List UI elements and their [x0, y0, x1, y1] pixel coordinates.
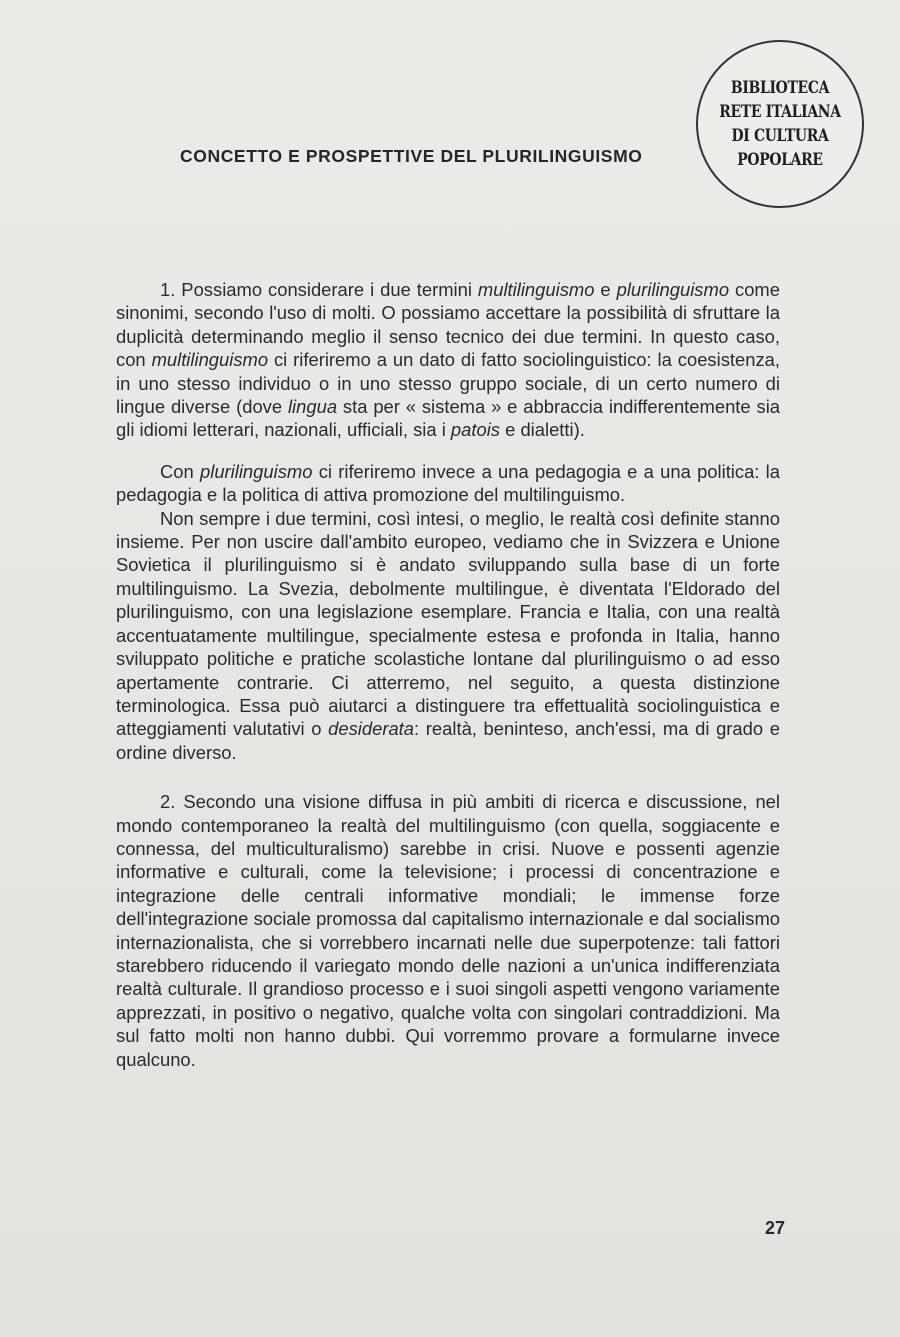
stamp-line: BIBLIOTECA	[730, 78, 830, 98]
text-run: ci riferiremo a un dato di fatto sociolinguistico: la coesistenza, in uno stesso individuo o in uno stesso gruppo sociale, di un certo numero di lingue diverse (dove	[116, 349, 780, 418]
text-run: 1. Possiamo considerare i due termini	[160, 279, 478, 300]
text-run: ci riferiremo invece a una pedagogia e a una politica: la pedagogia e la politica di attiva promozione del multilinguismo.	[116, 460, 780, 506]
page-title: CONCETTO E PROSPETTIVE DEL PLURILINGUISMO	[180, 146, 643, 166]
page-number: 27	[765, 1218, 786, 1238]
italic-term: multilinguismo	[151, 349, 269, 371]
library-stamp	[696, 40, 864, 208]
body-text	[116, 278, 780, 1071]
text-run: : realtà, beninteso, anch'essi, ma di grado e ordine diverso.	[116, 718, 780, 763]
italic-term: plurilinguismo	[616, 279, 730, 300]
italic-term: plurilinguismo	[200, 460, 313, 482]
italic-term: multilinguismo	[477, 279, 595, 300]
italic-term: patois	[450, 419, 500, 441]
text-run: come sinonimi, secondo l'uso di molti. O possiamo accettare la possibilità di sfruttare la duplicità determinando meglio il senso tecnico dei due termini. In questo caso, con	[116, 279, 780, 371]
paragraph-1	[116, 278, 780, 442]
text-run: Non sempre i due termini, così intesi, o meglio, le realtà così definite stanno insieme. Per non uscire dall'ambito europeo, vediamo che in Svizzera e Unione Sovietica il plurilinguismo si è andato sviluppando sulla base di un forte multilinguismo. La Svezia, debolmente multilingue, è diventata l'Eldorado del plurilinguismo, con una legislazione esemplare. Francia e Italia, con una realtà accentuatamente multilingue, specialmente estesa e profonda in Italia, hanno sviluppato politiche e pratiche scolastiche lontane dal plurilinguismo o ad esso apertamente contrarie. Ci atterremo, nel seguito, a questa distinzione terminologica. Essa può aiutarci a distinguere tra effettualità sociolinguistica e atteggiamenti valutativi o	[116, 507, 780, 740]
text-run: Con	[160, 460, 200, 482]
text-run: 2. Secondo una visione diffusa in più ambiti di ricerca e discussione, nel mondo contemporaneo la realtà del multilinguismo (con quella, soggiacente e connessa, del multiculturalismo) sarebbe in crisi. Nuove e possenti agenzie informative e culturali, come la televisione; i processi di concentrazione e integrazione delle centrali informative mondiali; le immense forze dell'integrazione sociale promossa dal capitalismo internazionale e dal socialismo internazionalista, che si vorrebbero incarnati nelle due superpotenze: tali fattori starebbero riducendo il variegato mondo delle nazioni a un'unica indifferenziata realtà culturale. Il grandioso processo e i suoi singoli aspetti vengono variamente apprezzati, in positivo o negativo, qualche volta con singolari contraddizioni. Ma sul fatto molti non hanno dubbi. Qui vorremmo provare a formularne invece qualcuno.	[116, 791, 780, 1070]
text-run: e	[594, 279, 617, 300]
paragraph-4	[116, 790, 780, 1071]
text-run: sta per « sistema » e abbraccia indifferentemente sia gli idiomi letterari, nazionali, ufficiali, sia i	[116, 396, 781, 441]
italic-term: desiderata	[328, 718, 415, 740]
stamp-text	[713, 76, 847, 172]
paragraph-3	[116, 507, 780, 764]
stamp-line: DI CULTURA	[731, 126, 829, 146]
stamp-line: RETE ITALIANA	[719, 102, 841, 122]
italic-term: lingua	[287, 396, 338, 418]
stamp-line: POPOLARE	[737, 150, 823, 170]
paragraph-2	[116, 460, 780, 507]
text-run: e dialetti).	[500, 419, 585, 441]
